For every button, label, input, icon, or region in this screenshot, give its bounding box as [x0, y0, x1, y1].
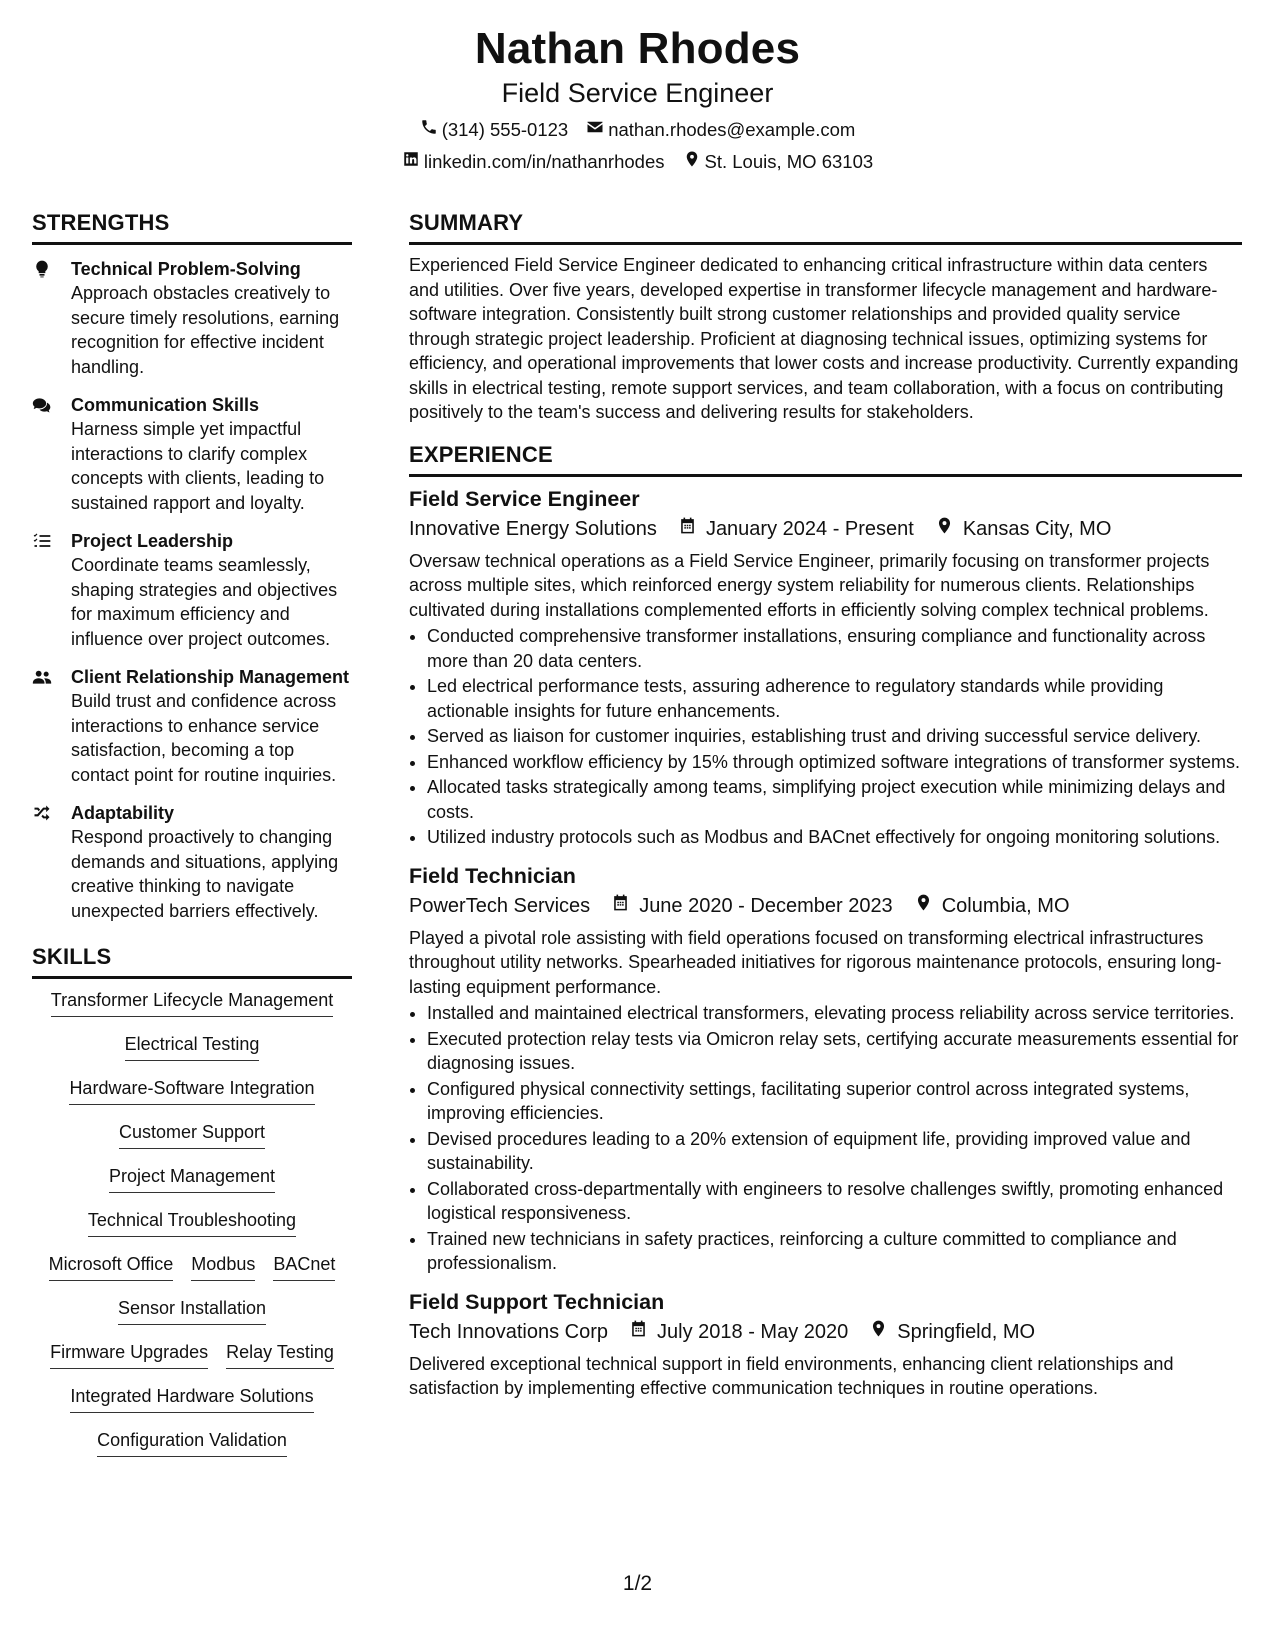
contact-email[interactable]: [586, 118, 855, 142]
contact-row-2: [0, 150, 1275, 174]
strengths-list: [32, 257, 352, 923]
skill-tag: Electrical Testing: [125, 1032, 260, 1061]
skill-row: [32, 1076, 352, 1105]
skill-row: [32, 1208, 352, 1237]
location-text: St. Louis, MO 63103: [704, 151, 874, 172]
job-bullet: • Devised procedures leading to a 20% extension of equipment life, providing improved value and sustainability.: [427, 1127, 1242, 1176]
job-company: Tech Innovations Corp: [409, 1320, 609, 1343]
strength-item: [32, 257, 352, 379]
job-bullet: • Allocated tasks strategically among teams, simplifying project execution while minimizing delays and costs.: [427, 775, 1242, 824]
strength-item: [32, 801, 352, 923]
summary-heading: SUMMARY: [409, 209, 1242, 245]
job-company: Innovative Energy Solutions: [409, 517, 657, 540]
skill-tag: Relay Testing: [226, 1340, 334, 1369]
map-pin-icon: [683, 150, 701, 174]
skills-heading: SKILLS: [32, 943, 352, 979]
job-bullets: [409, 1001, 1242, 1276]
job-meta: [409, 516, 1242, 543]
phone-text: (314) 555-0123: [441, 119, 569, 140]
skill-row: [32, 1384, 352, 1413]
job-title: Field Service Engineer: [409, 486, 640, 511]
job-title: Field Technician: [409, 863, 576, 888]
skill-tag: Microsoft Office: [49, 1252, 174, 1281]
strength-desc: Build trust and confidence across interactions to enhance service satisfaction, becoming a top contact point for routine inquiries.: [71, 691, 337, 785]
skill-tag: Technical Troubleshooting: [88, 1208, 296, 1237]
job-bullet: • Conducted comprehensive transformer installations, ensuring compliance and functionality across more than 20 data centers.: [427, 624, 1242, 673]
calendar-icon: [608, 1319, 657, 1346]
strength-desc: Approach obstacles creatively to secure timely resolutions, earning recognition for effective incident handling.: [71, 283, 340, 377]
strength-item: [32, 393, 352, 515]
strength-title: Project Leadership: [71, 531, 234, 551]
contact-linkedin[interactable]: [402, 150, 665, 174]
map-pin-icon: [848, 1319, 897, 1346]
comments-icon: [32, 402, 52, 419]
skill-tag: Firmware Upgrades: [50, 1340, 208, 1369]
strength-desc: Coordinate teams seamlessly, shaping strategies and objectives for maximum efficiency and influence over project outcomes.: [71, 555, 338, 649]
linkedin-text: linkedin.com/in/nathanrhodes: [423, 151, 665, 172]
skill-row: [32, 1120, 352, 1149]
job-meta: [409, 893, 1242, 920]
job-location: Columbia, MO: [941, 894, 1070, 917]
calendar-icon: [657, 516, 706, 543]
job-location: Springfield, MO: [897, 1320, 1036, 1343]
right-column: [409, 209, 1242, 1401]
summary-text: Experienced Field Service Engineer dedicated to enhancing critical infrastructure within data centers and utilities. Over five years, developed expertise in transformer lifecycle management and hardware-software integration. Consistently built strong customer relationships and provided quality service through strategic project leadership. Proficient at diagnosing technical issues, optimizing systems for efficiency, and operational improvements that lower costs and increase productivity. Currently expanding skills in electrical testing, remote support services, and team collaboration, with a focus on contributing positively to the team's success and delivering results for stakeholders.: [409, 255, 1239, 422]
job-bullet: • Executed protection relay tests via Omicron relay sets, certifying accurate measurements essential for diagnosing issues.: [427, 1027, 1242, 1076]
skill-tag: Customer Support: [119, 1120, 265, 1149]
experience-heading: EXPERIENCE: [409, 441, 1242, 477]
resume-header: [0, 22, 1275, 174]
job-bullet: • Led electrical performance tests, assuring adherence to regulatory standards while providing actionable insights for future enhancements.: [427, 674, 1242, 723]
left-column: [32, 209, 352, 1457]
lightbulb-icon: [32, 266, 52, 283]
skills-list: [32, 988, 352, 1457]
skill-row: [32, 1252, 352, 1281]
job-description: Played a pivotal role assisting with field operations focused on transforming electrical infrastructures throughout utility networks. Spearheaded initiatives for rigorous maintenance protocols, ensuring long-lasting equipment performance.: [409, 927, 1222, 997]
candidate-name: Nathan Rhodes: [474, 24, 801, 73]
skill-tag: BACnet: [273, 1252, 335, 1281]
job-entry: [409, 862, 1242, 1276]
candidate-title: Field Service Engineer: [501, 78, 774, 108]
phone-icon: [420, 118, 438, 142]
job-bullet: • Trained new technicians in safety practices, reinforcing a culture committed to compliance and professionalism.: [427, 1227, 1242, 1276]
job-description: Oversaw technical operations as a Field Service Engineer, primarily focusing on transformer projects across multiple sites, which reinforced energy system reliability for numerous clients. Relationships cultivated during installations complemented efforts in efficiently solving complex technical problems.: [409, 550, 1210, 620]
page-number: 1/2: [622, 1572, 653, 1595]
skill-tag: Integrated Hardware Solutions: [70, 1384, 313, 1413]
strength-title: Adaptability: [71, 803, 175, 823]
skill-tag: Transformer Lifecycle Management: [51, 988, 333, 1017]
skill-tag: Modbus: [191, 1252, 255, 1281]
contact-phone[interactable]: [420, 118, 569, 142]
map-pin-icon: [893, 893, 942, 920]
strength-title: Technical Problem-Solving: [71, 259, 301, 279]
job-bullet: • Configured physical connectivity settings, facilitating superior control across integrated systems, improving efficiencies.: [427, 1077, 1242, 1126]
task-list-icon: [32, 538, 52, 555]
strength-title: Communication Skills: [71, 395, 260, 415]
job-description: Delivered exceptional technical support in field environments, enhancing client relationships and satisfaction by implementing effective communication techniques in routine operations.: [409, 1353, 1174, 1398]
skill-row: [32, 1340, 352, 1369]
job-title: Field Support Technician: [409, 1289, 665, 1314]
job-bullet: • Enhanced workflow efficiency by 15% through optimized software integrations of transformer systems.: [427, 750, 1242, 775]
job-location: Kansas City, MO: [962, 517, 1112, 540]
job-company: PowerTech Services: [409, 894, 591, 917]
strength-desc: Harness simple yet impactful interactions to clarify complex concepts with clients, leading to sustained rapport and loyalty.: [71, 419, 325, 513]
skill-row: [32, 1032, 352, 1061]
users-icon: [32, 674, 52, 691]
job-bullet: • Collaborated cross-departmentally with engineers to resolve challenges swiftly, promoting enhanced logistical responsiveness.: [427, 1177, 1242, 1226]
skill-tag: Project Management: [109, 1164, 275, 1193]
email-text: nathan.rhodes@example.com: [608, 119, 856, 140]
skill-row: [32, 1164, 352, 1193]
shuffle-icon: [32, 810, 52, 827]
job-entry: [409, 1288, 1242, 1401]
strength-desc: Respond proactively to changing demands and situations, applying creative thinking to navigate unexpected barriers effectively.: [71, 827, 339, 921]
strength-title: Client Relationship Management: [71, 667, 350, 687]
calendar-icon: [590, 893, 639, 920]
job-bullet: • Served as liaison for customer inquiries, establishing trust and driving successful service delivery.: [427, 724, 1242, 749]
job-dates: July 2018 - May 2020: [657, 1320, 849, 1343]
strengths-heading: STRENGTHS: [32, 209, 352, 245]
skill-tag: Hardware-Software Integration: [69, 1076, 314, 1105]
strength-item: [32, 665, 352, 787]
job-bullets: [409, 624, 1242, 850]
job-dates: June 2020 - December 2023: [639, 894, 893, 917]
skill-row: [32, 1428, 352, 1457]
envelope-icon: [586, 118, 604, 142]
strength-item: [32, 529, 352, 651]
skill-tag: Sensor Installation: [118, 1296, 266, 1325]
skill-row: [32, 1296, 352, 1325]
linkedin-icon: [402, 150, 420, 174]
skill-tag: Configuration Validation: [97, 1428, 287, 1457]
job-bullet: • Installed and maintained electrical transformers, elevating process reliability across service territories.: [427, 1001, 1242, 1026]
job-entry: [409, 485, 1242, 850]
job-meta: [409, 1319, 1242, 1346]
map-pin-icon: [914, 516, 963, 543]
contact-location: [683, 150, 874, 174]
contact-row-1: [0, 118, 1275, 142]
job-bullet: • Utilized industry protocols such as Modbus and BACnet effectively for ongoing monitoring solutions.: [427, 825, 1242, 850]
skill-row: [32, 988, 352, 1017]
job-dates: January 2024 - Present: [705, 517, 914, 540]
